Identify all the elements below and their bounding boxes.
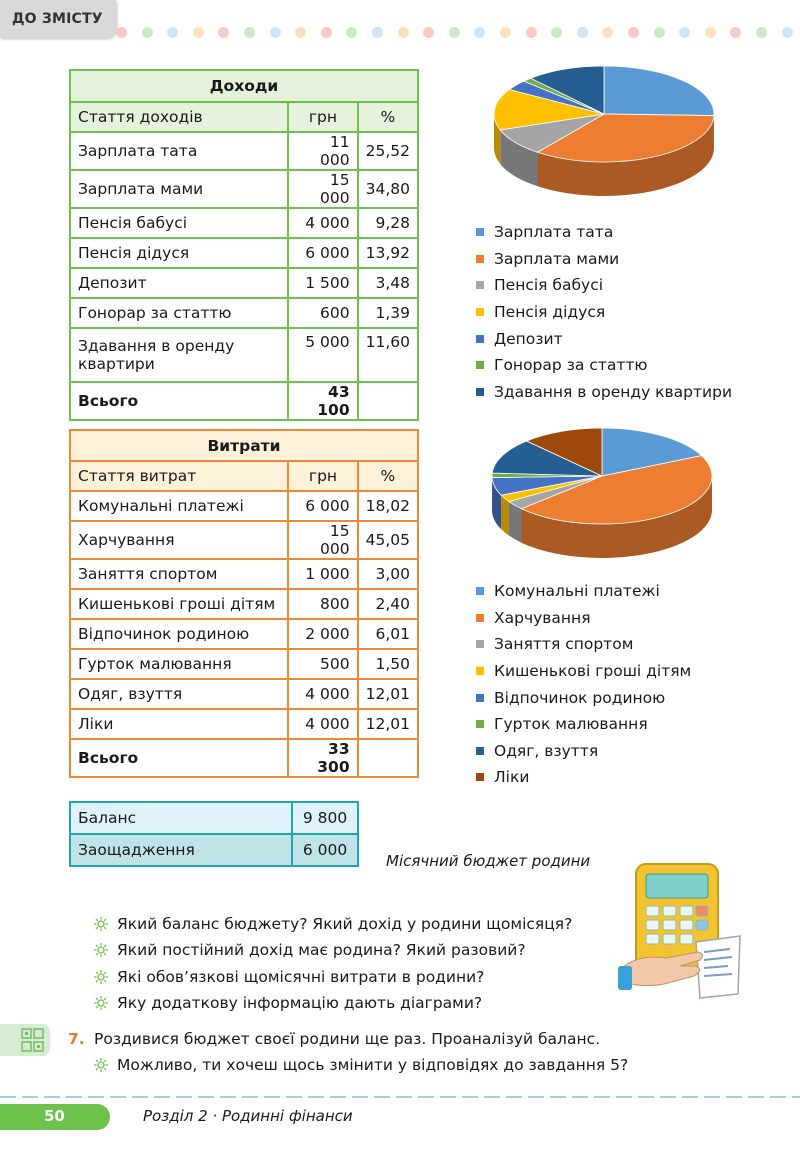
- page-number: 50: [44, 1107, 65, 1125]
- table-row: [70, 559, 418, 589]
- task-sub-text: Можливо, ти хочеш щось змінити у відповідях до завдання 5?: [117, 1056, 629, 1074]
- question-item: [94, 968, 484, 986]
- cell-pct: 13,92: [358, 238, 418, 268]
- legend-swatch: [476, 720, 484, 728]
- legend-label: Зарплата мами: [494, 249, 620, 268]
- legend-item: [476, 379, 732, 406]
- cell-pct: 34,80: [358, 170, 418, 208]
- table-row: [70, 238, 418, 268]
- cell-item: Депозит: [70, 268, 288, 298]
- task-subquestion: [94, 1056, 628, 1074]
- table-row: [70, 619, 418, 649]
- legend-swatch: [476, 747, 484, 755]
- cell-uah: 5 000: [288, 328, 357, 382]
- legend-label: Пенсія бабусі: [494, 276, 604, 295]
- income-legend: [476, 219, 732, 405]
- total-value: 33 300: [288, 739, 357, 777]
- sun-bullet-icon: [94, 970, 108, 984]
- table-total-row: [70, 382, 418, 420]
- header-dot: [295, 27, 306, 38]
- sun-bullet-icon: [94, 943, 108, 957]
- footer-divider: [0, 1095, 800, 1099]
- expenses-legend: [476, 578, 691, 791]
- table-row: [70, 132, 418, 170]
- cell-uah: 11 000: [288, 132, 357, 170]
- question-text: Які обов’язкові щомісячні витрати в родини?: [117, 967, 485, 986]
- legend-item: [476, 711, 691, 738]
- header-dot: [372, 27, 383, 38]
- header-dot: [500, 27, 511, 38]
- legend-label: Депозит: [494, 329, 563, 348]
- legend-swatch: [476, 640, 484, 648]
- balance-value: 9 800: [292, 802, 358, 834]
- cell-item: Комунальні платежі: [70, 491, 288, 521]
- cell-uah: 4 000: [288, 709, 357, 739]
- cell-uah: 600: [288, 298, 357, 328]
- table-row: [70, 268, 418, 298]
- cell-uah: 500: [288, 649, 357, 679]
- legend-item: [476, 272, 732, 299]
- cell-uah: 15 000: [288, 521, 357, 559]
- pie-slice: [604, 66, 714, 116]
- legend-item: [476, 299, 732, 326]
- header-dot: [628, 27, 639, 38]
- question-item: [94, 915, 572, 933]
- legend-label: Комунальні платежі: [494, 582, 660, 601]
- legend-item: [476, 738, 691, 765]
- table-row: [70, 491, 418, 521]
- header-dot: [654, 27, 665, 38]
- legend-label: Одяг, взуття: [494, 741, 599, 760]
- cell-pct: 18,02: [358, 491, 418, 521]
- cell-pct: 6,01: [358, 619, 418, 649]
- cell-pct: 3,48: [358, 268, 418, 298]
- legend-label: Пенсія дідуся: [494, 303, 606, 322]
- question-text: Який постійний дохід має родина? Який разовий?: [117, 941, 526, 960]
- header-dot: [756, 27, 767, 38]
- cell-item: Пенсія бабусі: [70, 208, 288, 238]
- header-dot: [449, 27, 460, 38]
- total-pct: [358, 739, 418, 777]
- header-dot: [526, 27, 537, 38]
- question-text: Який баланс бюджету? Який дохід у родини щомісяця?: [117, 915, 573, 933]
- toc-button[interactable]: [0, 0, 116, 38]
- legend-label: Харчування: [494, 608, 591, 627]
- cell-uah: 6 000: [288, 491, 357, 521]
- legend-label: Гурток малювання: [494, 715, 648, 734]
- legend-item: [476, 578, 691, 605]
- legend-swatch: [476, 281, 484, 289]
- table-row: [70, 649, 418, 679]
- expenses-header-pct: %: [358, 461, 418, 491]
- table-row: [70, 679, 418, 709]
- chart-caption: Місячний бюджет родини: [386, 852, 591, 870]
- legend-label: Відпочинок родиною: [494, 688, 666, 707]
- cell-item: Харчування: [70, 521, 288, 559]
- header-dot: [193, 27, 204, 38]
- cell-pct: 25,52: [358, 132, 418, 170]
- cell-item: Одяг, взуття: [70, 679, 288, 709]
- page-number-badge: [0, 1104, 110, 1130]
- header-dot: [346, 27, 357, 38]
- question-text: Яку додаткову інформацію дають діаграми?: [117, 993, 483, 1012]
- cell-item: Ліки: [70, 709, 288, 739]
- cell-pct: 9,28: [358, 208, 418, 238]
- legend-swatch: [476, 694, 484, 702]
- cell-uah: 6 000: [288, 238, 357, 268]
- cell-uah: 2 000: [288, 619, 357, 649]
- cell-uah: 800: [288, 589, 357, 619]
- header-dot: [142, 27, 153, 38]
- table-row: [70, 208, 418, 238]
- legend-item: [476, 219, 732, 246]
- header-dot: [679, 27, 690, 38]
- table-row: [70, 328, 418, 382]
- table-row: [70, 298, 418, 328]
- sun-bullet-icon: [94, 917, 108, 931]
- savings-value: 6 000: [292, 834, 358, 866]
- legend-label: Кишенькові гроші дітям: [494, 662, 692, 681]
- income-table: [69, 69, 419, 421]
- legend-item: [476, 764, 691, 791]
- legend-label: Зарплата тата: [494, 223, 614, 242]
- legend-swatch: [476, 388, 484, 396]
- legend-swatch: [476, 773, 484, 781]
- header-dot: [423, 27, 434, 38]
- question-item: [94, 994, 482, 1012]
- legend-item: [476, 325, 732, 352]
- header-dot: [218, 27, 229, 38]
- legend-swatch: [476, 335, 484, 343]
- legend-swatch: [476, 614, 484, 622]
- cell-pct: 45,05: [358, 521, 418, 559]
- header-dot: [398, 27, 409, 38]
- legend-item: [476, 658, 691, 685]
- cell-uah: 1 000: [288, 559, 357, 589]
- total-pct: [358, 382, 418, 420]
- savings-label: Заощадження: [70, 834, 292, 866]
- cell-item: Заняття спортом: [70, 559, 288, 589]
- table-row: [70, 589, 418, 619]
- table-row: [70, 170, 418, 208]
- header-dot: [782, 27, 793, 38]
- total-value: 43 100: [288, 382, 357, 420]
- total-label: Всього: [70, 382, 288, 420]
- cell-item: Кишенькові гроші дітям: [70, 589, 288, 619]
- table-total-row: [70, 739, 418, 777]
- cell-uah: 15 000: [288, 170, 357, 208]
- income-header-uah: грн: [288, 102, 357, 132]
- header-dot: [167, 27, 178, 38]
- header-dot: [474, 27, 485, 38]
- legend-item: [476, 352, 732, 379]
- cell-pct: 12,01: [358, 709, 418, 739]
- header-dot: [321, 27, 332, 38]
- cell-item: Гурток малювання: [70, 649, 288, 679]
- cell-item: Зарплата мами: [70, 170, 288, 208]
- header-dot: [577, 27, 588, 38]
- expenses-title: Витрати: [70, 430, 418, 461]
- table-row: [70, 709, 418, 739]
- toc-label: ДО ЗМІСТУ: [12, 11, 103, 27]
- legend-label: Гонорар за статтю: [494, 356, 648, 375]
- table-row: [70, 521, 418, 559]
- cell-item: Зарплата тата: [70, 132, 288, 170]
- sun-bullet-icon: [94, 996, 108, 1010]
- calculator-illustration: [618, 862, 748, 1002]
- header-dot: [730, 27, 741, 38]
- qr-icon: [0, 1024, 50, 1056]
- chapter-title: Розділ 2 · Родинні фінанси: [143, 1107, 353, 1125]
- header-dot: [270, 27, 281, 38]
- task-number: 7.: [68, 1030, 85, 1048]
- expenses-header-uah: грн: [288, 461, 357, 491]
- legend-label: Ліки: [494, 768, 530, 787]
- header-dot: [705, 27, 716, 38]
- cell-pct: 1,39: [358, 298, 418, 328]
- task-text: Роздивися бюджет своєї родини ще раз. Проаналізуй баланс.: [94, 1030, 601, 1048]
- legend-item: [476, 631, 691, 658]
- legend-item: [476, 605, 691, 632]
- header-dot: [244, 27, 255, 38]
- legend-swatch: [476, 667, 484, 675]
- legend-label: Здавання в оренду квартири: [494, 382, 733, 401]
- expenses-table: [69, 429, 419, 778]
- sun-bullet-icon: [94, 1058, 108, 1072]
- cell-item: Гонорар за статтю: [70, 298, 288, 328]
- legend-swatch: [476, 587, 484, 595]
- question-item: [94, 941, 526, 959]
- legend-swatch: [476, 255, 484, 263]
- income-header-item: Стаття доходів: [70, 102, 288, 132]
- balance-table: [69, 801, 359, 867]
- total-label: Всього: [70, 739, 288, 777]
- header-dot: [551, 27, 562, 38]
- legend-swatch: [476, 361, 484, 369]
- cell-item: Здавання в оренду квартири: [70, 328, 288, 382]
- cell-item: Пенсія дідуся: [70, 238, 288, 268]
- income-header-pct: %: [358, 102, 418, 132]
- legend-swatch: [476, 228, 484, 236]
- cell-uah: 4 000: [288, 679, 357, 709]
- balance-label: Баланс: [70, 802, 292, 834]
- legend-swatch: [476, 308, 484, 316]
- legend-item: [476, 684, 691, 711]
- income-pie-chart: [486, 62, 726, 212]
- legend-label: Заняття спортом: [494, 635, 634, 654]
- expenses-header-item: Стаття витрат: [70, 461, 288, 491]
- legend-item: [476, 246, 732, 273]
- cell-uah: 4 000: [288, 208, 357, 238]
- expenses-pie-chart: [484, 424, 724, 574]
- header-dot: [602, 27, 613, 38]
- cell-pct: 2,40: [358, 589, 418, 619]
- header-dot: [116, 27, 127, 38]
- cell-pct: 3,00: [358, 559, 418, 589]
- cell-pct: 12,01: [358, 679, 418, 709]
- cell-pct: 1,50: [358, 649, 418, 679]
- income-title: Доходи: [70, 70, 418, 102]
- cell-pct: 11,60: [358, 328, 418, 382]
- cell-uah: 1 500: [288, 268, 357, 298]
- header-dots: [116, 27, 800, 39]
- cell-item: Відпочинок родиною: [70, 619, 288, 649]
